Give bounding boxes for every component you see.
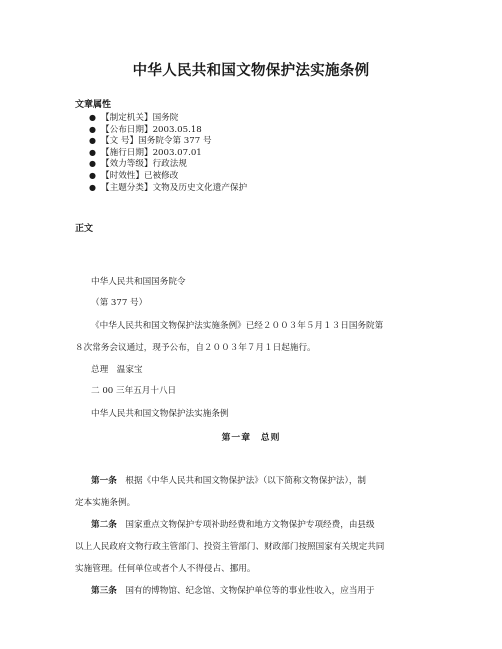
attributes-list [89,112,247,193]
intro-line-2: ８次常务会议通过，现予公布，自２００３年７月１日起施行。 [75,343,316,353]
bullet-icon: ● [89,182,96,192]
list-item: ● 【主题分类】文物及历史文化遗产保护 [89,182,248,193]
bullet-icon: ● [89,159,96,169]
page-title: 中华人民共和国文物保护法实施条例 [132,63,370,79]
article-1-line-1: 第一条 根据《中华人民共和国文物保护法》（以下简称文物保护法），制 [91,476,367,486]
article-2-line-3: 实施管理。任何单位或者个人不得侵占、挪用。 [75,564,256,574]
issue-date: 二 00 三年五月十八日 [91,386,177,396]
order-number: （第 377 号） [91,298,148,308]
list-item: ● 【时效性】已被修改 [89,170,179,181]
list-item: ● 【文 号】国务院令第 377 号 [89,136,212,147]
regulation-name: 中华人民共和国文物保护法实施条例 [91,409,229,419]
bullet-icon: ● [89,147,96,157]
chapter-heading: 第一章 总则 [221,433,281,443]
article-3-line-1: 第三条 国有的博物馆、纪念馆、文物保护单位等的事业性收入，应当用于 [91,586,375,596]
article-2-line-2: 以上人民政府文物行政主管部门、投资主管部门、财政部门按照国家有关规定共同 [75,542,385,552]
order-issuer: 中华人民共和国国务院令 [91,277,186,287]
article-1-line-2: 定本实施条例。 [75,498,136,508]
bullet-icon: ● [89,136,96,146]
bullet-icon: ● [89,124,96,134]
article-2-line-1: 第二条 国家重点文物保护专项补助经费和地方文物保护专项经费，由县级 [91,520,375,530]
body-heading: 正文 [75,224,94,234]
attributes-heading: 文章属性 [75,100,112,110]
intro-line-1: 《中华人民共和国文物保护法实施条例》已经２００３年５月１３日国务院第 [91,321,384,331]
list-item: ● 【公布日期】2003.05.18 [89,124,202,135]
list-item: ● 【施行日期】2003.07.01 [89,147,202,158]
bullet-icon: ● [89,113,96,122]
bullet-icon: ● [89,170,96,180]
list-item: ● 【制定机关】国务院 [89,113,179,123]
article-1-label: 第一条 [91,476,117,486]
article-2-label: 第二条 [91,520,117,530]
signature: 总理 温家宝 [91,365,143,375]
article-3-label: 第三条 [91,586,117,596]
list-item: ● 【效力等级】行政法规 [89,159,187,170]
